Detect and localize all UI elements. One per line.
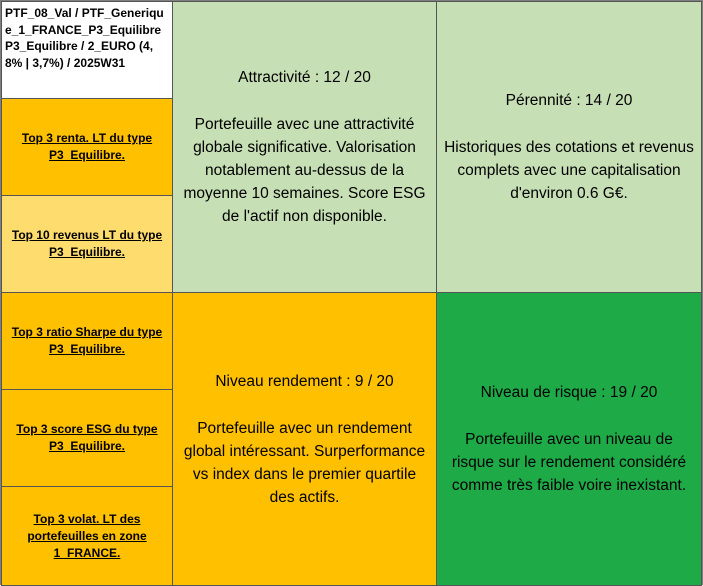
attractivite-description: Portefeuille avec une attractivité globale significative. Valorisation notablement au-dessus de la moyenne 10 semaines. Score ESG de l'actif non disponible. [183,116,426,225]
quadrant-rendement [172,292,437,586]
side-link-top10-revenus[interactable] [1,195,173,293]
rendement-score: Niveau rendement : 9 / 20 [215,372,394,390]
quadrant-risque [436,292,702,586]
risque-score: Niveau de risque : 19 / 20 [480,384,658,401]
side-link-label[interactable]: Top 3 ratio Sharpe du type P3_Equilibre. [11,325,163,356]
side-link-top3-sharpe[interactable] [1,292,173,390]
side-link-label[interactable]: Top 3 volat. LT des portefeuilles en zone 1_FRANCE. [27,511,147,560]
attractivite-score: Attractivité : 12 / 20 [238,69,371,86]
portfolio-header [1,1,173,99]
side-link-label[interactable]: Top 3 score ESG du type P3_Equilibre. [16,422,158,453]
quadrant-perennite [436,1,702,293]
risque-description: Portefeuille avec un niveau de risque sur le rendement considéré comme très faible voire inexistant. [451,431,687,494]
side-link-label[interactable]: Top 3 renta. LT du type P3_Equilibre. [21,131,153,162]
perennite-score: Pérennité : 14 / 20 [505,92,633,109]
side-link-top3-renta[interactable] [1,98,173,196]
quadrant-attractivite [172,1,437,293]
side-link-label[interactable]: Top 10 revenus LT du type P3_Equilibre. [11,228,163,259]
side-link-top3-volat[interactable] [1,486,173,586]
perennite-description: Historiques des cotations et revenus complets avec une capitalisation d'environ 0.6 G€. [444,139,694,202]
rendement-description: Portefeuille avec un rendement global intéressant. Surperformance vs index dans le premier quartile des actifs. [183,419,426,506]
portfolio-header-text: PTF_08_Val / PTF_Generique_1_FRANCE_P3_Equilibre P3_Equilibre / 2_EURO (4,8% | 3,7%) / 2025W31 [5,6,164,70]
side-link-top3-esg[interactable] [1,389,173,487]
